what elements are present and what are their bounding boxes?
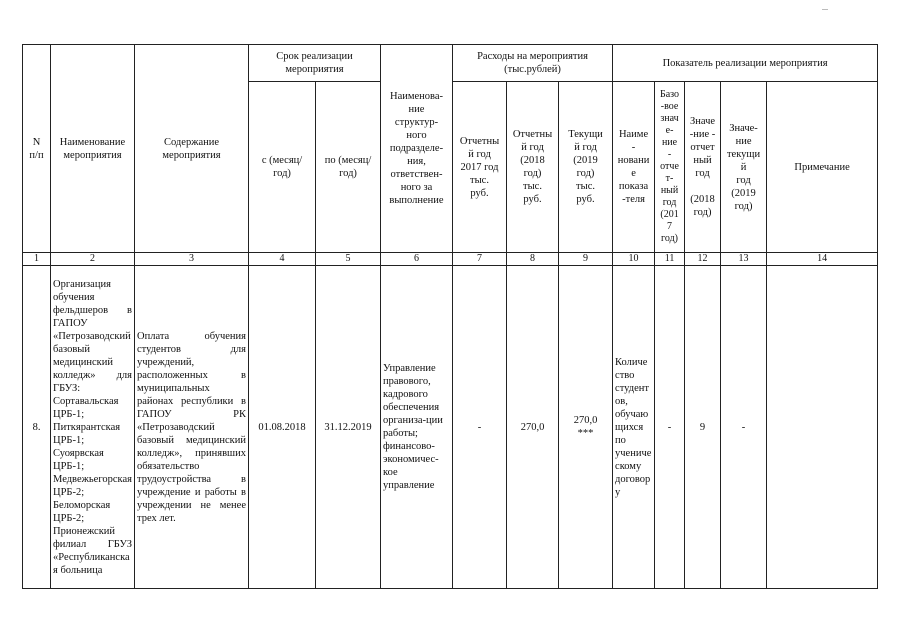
table-row xyxy=(23,266,878,589)
row-exp-2019: 270,0 *** xyxy=(559,266,613,589)
header-exp-2019: Текущи й год (2019 год) тыс. руб. xyxy=(559,82,613,253)
column-number: 2 xyxy=(51,253,135,266)
header-period-to: по (месяц/ год) xyxy=(316,82,381,253)
column-number: 12 xyxy=(685,253,721,266)
header-content: Содержание мероприятия xyxy=(135,45,249,253)
row-ind-report: 9 xyxy=(685,266,721,589)
header-row-1 xyxy=(23,45,878,82)
row-period-from: 01.08.2018 xyxy=(249,266,316,589)
row-content: Оплата обучения студентов для учреждений, расположенных в муниципальных районах республики в ГАПОУ РК «Петрозаводский базовый медицинский колледж», принявших обязательство трудоустройства в учреждение и работы в учреждении не менее трех лет. xyxy=(135,266,249,589)
header-period-from: с (месяц/ год) xyxy=(249,82,316,253)
header-expenses: Расходы на мероприятия (тыс.рублей) xyxy=(453,45,613,82)
column-number: 6 xyxy=(381,253,453,266)
column-number: 1 xyxy=(23,253,51,266)
row-name: Организация обучения фельдшеров в ГАПОУ «Петрозаводский базовый медицинский колледж» для ГБУЗ: Сортавальская ЦРБ-1; Питкярантская ЦРБ-1; Суоярвская ЦРБ-1; Медвежьегорская ЦРБ-2; Беломорская ЦРБ-2; Прионежский филиал ГБУЗ «Республиканская больница xyxy=(51,266,135,589)
measures-table xyxy=(22,44,878,589)
header-responsible: Наименова- ние структур- ного подразделе- ния, ответствен- ного за выполнение xyxy=(381,45,453,253)
header-ind-current: Значе- ние текущи й год (2019 год) xyxy=(721,82,767,253)
header-period: Срок реализации мероприятия xyxy=(249,45,381,82)
row-exp-2018: 270,0 xyxy=(507,266,559,589)
column-number: 14 xyxy=(767,253,878,266)
column-numbers-row xyxy=(23,253,878,266)
header-num: N п/п xyxy=(23,45,51,253)
header-ind-name: Наиме - новани е показа -теля xyxy=(613,82,655,253)
row-period-to: 31.12.2019 xyxy=(316,266,381,589)
row-ind-name: Количество студентов, обучающихся по ученическому договору xyxy=(613,266,655,589)
column-number: 13 xyxy=(721,253,767,266)
column-number: 11 xyxy=(655,253,685,266)
column-number: 9 xyxy=(559,253,613,266)
row-note xyxy=(767,266,878,589)
row-responsible: Управление правового, кадрового обеспечения организа-ции работы; финансово-экономичес-кое управление xyxy=(381,266,453,589)
column-number: 3 xyxy=(135,253,249,266)
header-ind-base: Базо -вое знач е- ние - отче т- ный год (201 7 год) xyxy=(655,82,685,253)
row-exp-2017: - xyxy=(453,266,507,589)
column-number: 7 xyxy=(453,253,507,266)
header-note: Примечание xyxy=(767,82,878,253)
header-exp-2018: Отчетны й год (2018 год) тыс. руб. xyxy=(507,82,559,253)
page-mark xyxy=(822,9,828,10)
header-name: Наименование мероприятия xyxy=(51,45,135,253)
row-num: 8. xyxy=(23,266,51,589)
header-exp-2017: Отчетны й год 2017 год тыс. руб. xyxy=(453,82,507,253)
column-number: 10 xyxy=(613,253,655,266)
row-ind-base: - xyxy=(655,266,685,589)
column-number: 5 xyxy=(316,253,381,266)
row-ind-current: - xyxy=(721,266,767,589)
header-indicator: Показатель реализации мероприятия xyxy=(613,45,878,82)
column-number: 8 xyxy=(507,253,559,266)
header-ind-report: Значе -ние - отчет ный год (2018 год) xyxy=(685,82,721,253)
column-number: 4 xyxy=(249,253,316,266)
